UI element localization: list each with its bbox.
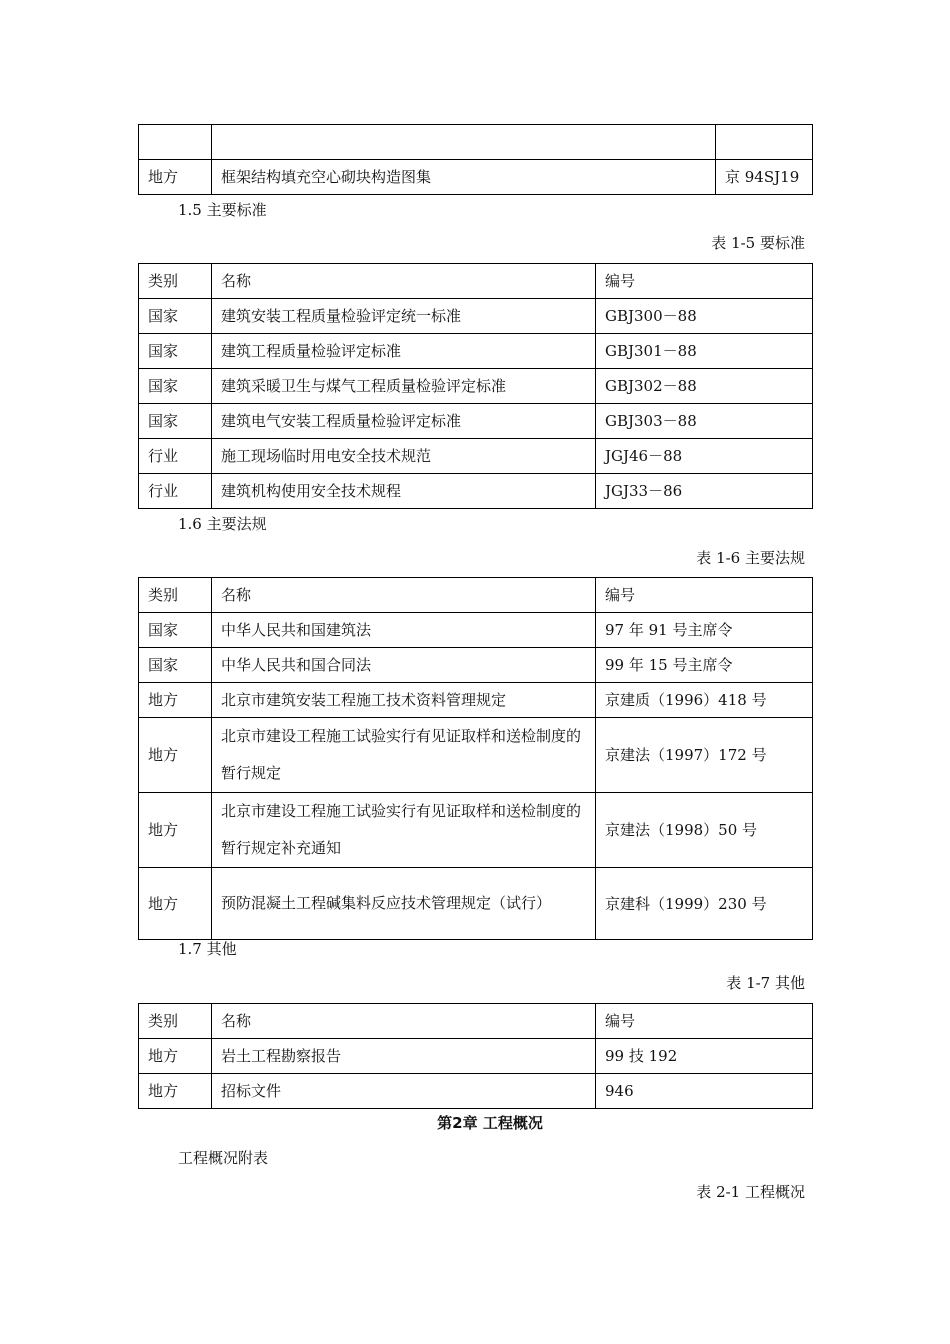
paragraph-text: 工程概况附表 (178, 1149, 269, 1167)
table-row: 行业 施工现场临时用电安全技术规范 JGJ46－88 (139, 439, 813, 474)
table-caption-2-1: 表 2-1 工程概况 (696, 1183, 805, 1201)
table-row: 国家 建筑采暖卫生与煤气工程质量检验评定标准 GBJ302－88 (139, 369, 813, 404)
table-row: 地方 北京市建设工程施工试验实行有见证取样和送检制度的暂行规定 京建法（1997）172 号 (139, 718, 813, 793)
table-row: 地方 招标文件 946 (139, 1074, 813, 1109)
table-row: 国家 建筑电气安装工程质量检验评定标准 GBJ303－88 (139, 404, 813, 439)
table-1-6 (138, 577, 813, 940)
table-1-5 (138, 263, 813, 509)
table-header-row: 类别 名称 编号 (139, 578, 813, 613)
table-row (139, 125, 813, 160)
section-heading-1-5: 1.5 主要标准 (178, 201, 267, 219)
section-heading-1-6: 1.6 主要法规 (178, 515, 267, 533)
table-row: 地方 北京市建筑安装工程施工技术资料管理规定 京建质（1996）418 号 (139, 683, 813, 718)
table-caption-1-7: 表 1-7 其他 (726, 974, 805, 992)
table-row: 地方 岩土工程勘察报告 99 技 192 (139, 1039, 813, 1074)
table-row: 地方 框架结构填充空心砌块构造图集 京 94SJ19 (139, 160, 813, 195)
section-heading-1-7: 1.7 其他 (178, 940, 237, 958)
table-caption-1-5: 表 1-5 要标准 (711, 234, 805, 252)
table-row: 地方 北京市建设工程施工试验实行有见证取样和送检制度的暂行规定补充通知 京建法（1998）50 号 (139, 793, 813, 868)
table-row: 国家 中华人民共和国合同法 99 年 15 号主席令 (139, 648, 813, 683)
chapter-title: 第2章 工程概况 (437, 1114, 543, 1132)
table-row: 行业 建筑机构使用安全技术规程 JGJ33－86 (139, 474, 813, 509)
table-1-7 (138, 1003, 813, 1109)
table-row: 地方 预防混凝土工程碱集料反应技术管理规定（试行） 京建科（1999）230 号 (139, 868, 813, 940)
table-row: 国家 中华人民共和国建筑法 97 年 91 号主席令 (139, 613, 813, 648)
table-caption-1-6: 表 1-6 主要法规 (696, 549, 805, 567)
table-top (138, 124, 813, 195)
table-row: 国家 建筑工程质量检验评定标准 GBJ301－88 (139, 334, 813, 369)
table-row: 国家 建筑安装工程质量检验评定统一标准 GBJ300－88 (139, 299, 813, 334)
table-header-row: 类别 名称 编号 (139, 264, 813, 299)
table-header-row: 类别 名称 编号 (139, 1004, 813, 1039)
